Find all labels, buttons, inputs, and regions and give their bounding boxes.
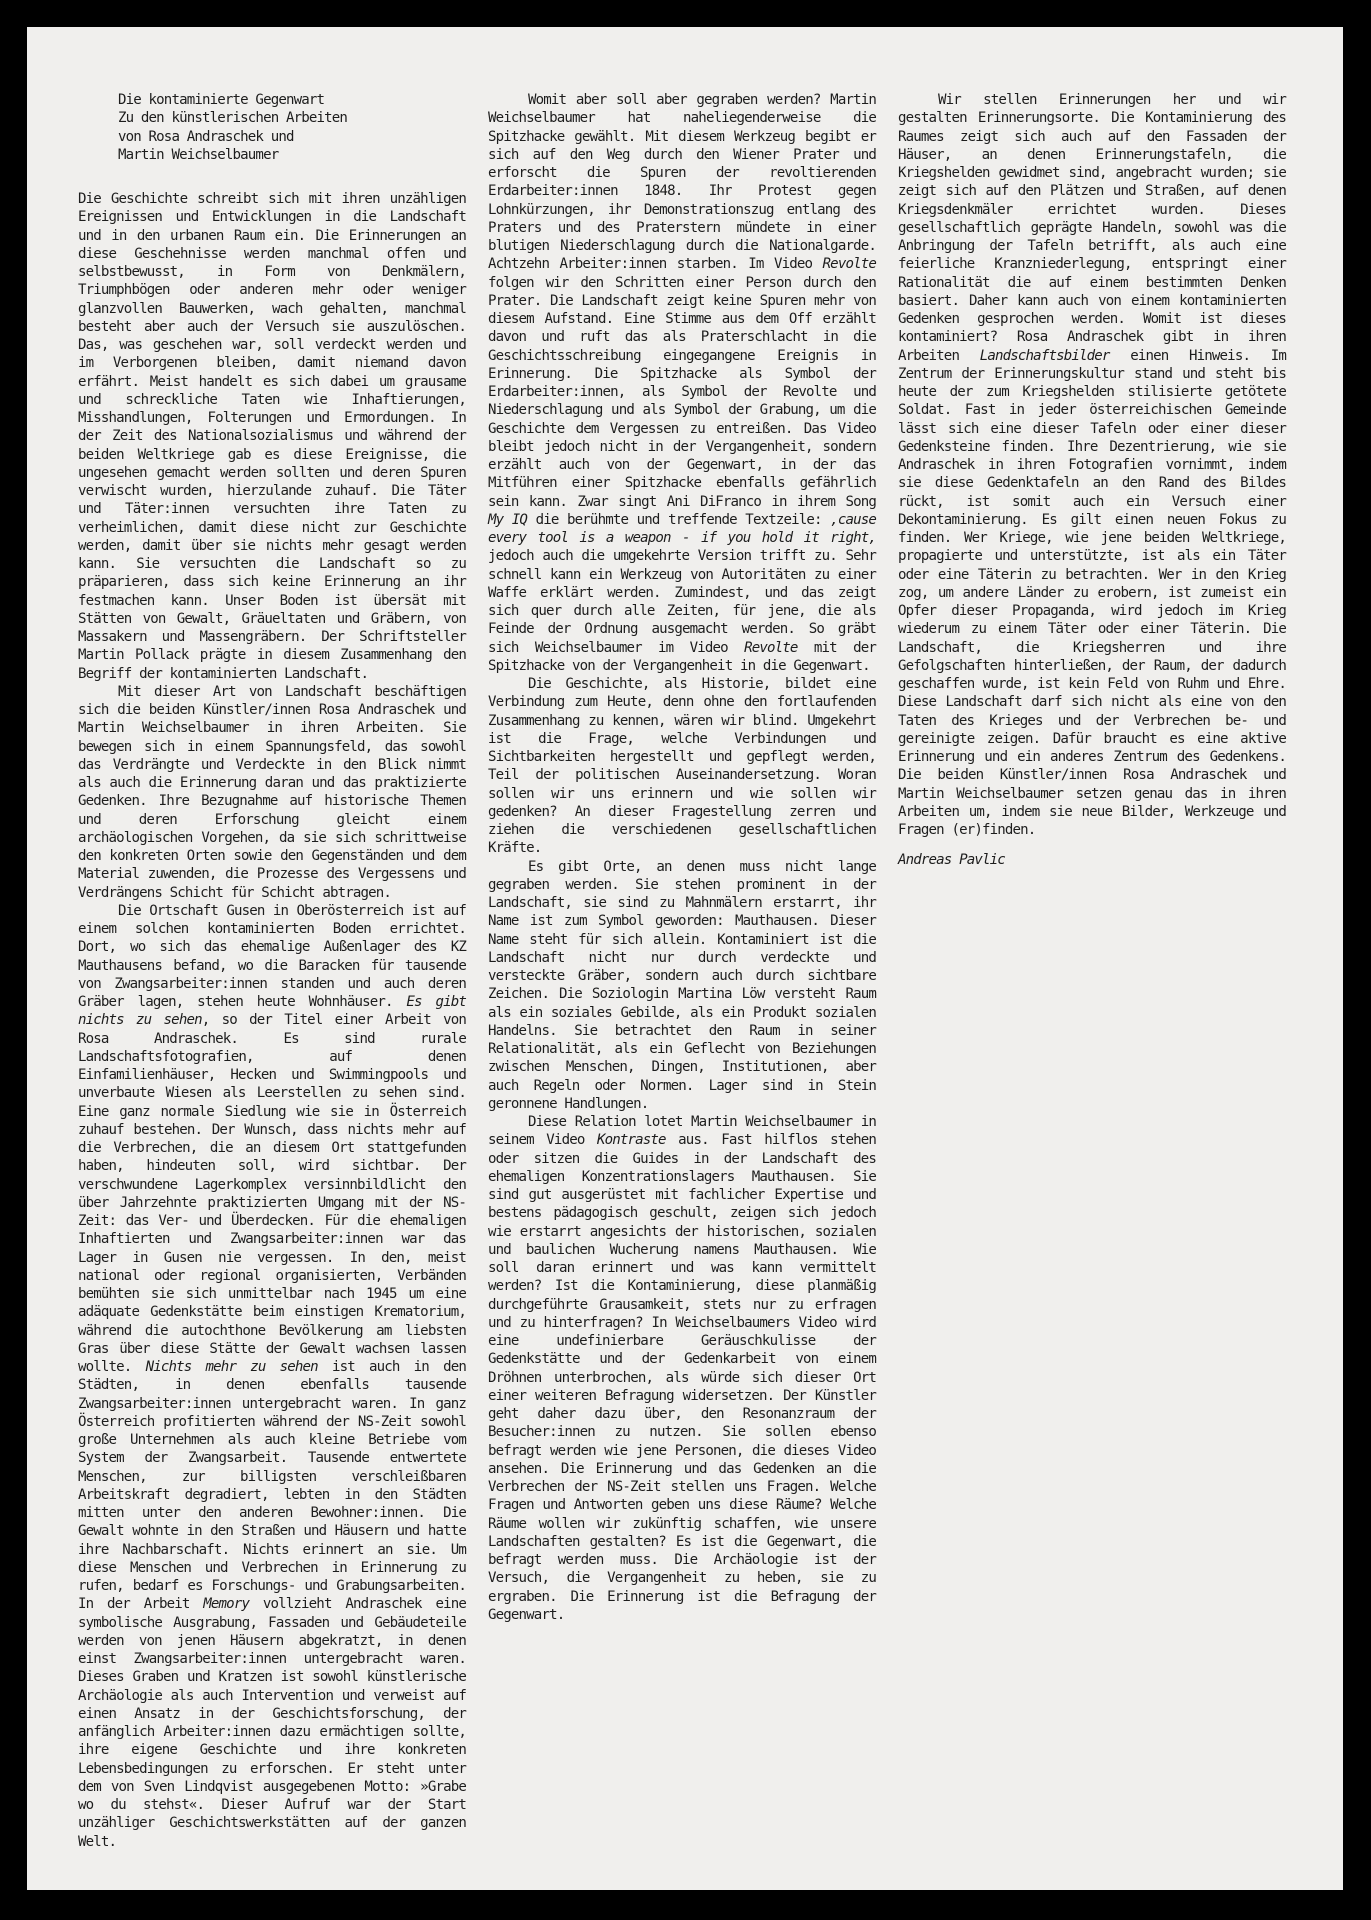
text-span: einen Hinweis. Im Zentrum der Erinnerungskultur stand und steht bis heute der zum Kriegshelden stilisierte getötete Soldat. Fast in jeder österreichischen Gemeinde lässt sich eine dieser Tafeln oder einer dieser Gedenksteine finden. Ihre Dezentrierung, wie sie Andraschek in ihren Fotografien vornimmt, indem sie diese Gedenktafeln an den Rand des Bildes rückt, ist somit auch ein Versuch einer Dekontaminierung. Es gilt einen neuen Fokus zu finden. Wer Kriege, wie jene beiden Weltkriege, propagierte und unterstützte, ist als ein Täter oder eine Täterin zu betrachten. Wer in den Krieg zog, um andere Länder zu erobern, ist zumeist ein Opfer dieser Propaganda, wird jedoch im Krieg wiederum zu einem Täter oder einer Täterin. Die Landschaft, die Kriegsherren und ihre Gefolgschaften hinterließen, der Raum, der dadurch geschaffen wurde, ist kein Feld von Ruhm und Ehre. Diese Landschaft darf sich nicht als eine von den Taten des Krieges und der Verbrechen be- und gereinigte zeigen. Dafür braucht es eine aktive Erinnerung und ein anderes Zentrum des Gedenkens. Die beiden Künstler/innen Rosa Andraschek und Martin Weichselbaumer setzen genau das in ihren Arbeiten um, indem sie neue Bilder, Werkzeuge und Fragen (er)finden. — [898, 347, 1287, 838]
text-span: Womit aber soll aber gegraben werden? Martin Weichselbaumer hat naheliegenderweise die Spitzhacke gewählt. Mit diesem Werkzeug begibt er sich auf den Weg durch den Wiener Prater und erforscht die Spuren der revoltierenden Erdarbeiter:innen 1848. Ihr Protest gegen Lohnkürzungen, ihr Demonstrationszug entlang des Praters und des Praterstern mündete in einer blutigen Niederschlagung durch die Nationalgarde. Achtzehn Arbeiter:innen starben. Im Video — [488, 92, 876, 273]
paragraph — [488, 1113, 876, 1624]
paragraph — [78, 902, 466, 1851]
text-column-1 — [78, 91, 466, 1851]
text-column-3 — [898, 91, 1286, 870]
text-span: aus. Fast hilflos stehen oder sitzen die Guides in der Landschaft des ehemaligen Konzentrationslagers Mauthausen. Sie sind gut ausgerüstet mit fachlicher Expertise und bestens pädagogisch geschult, zeigen sich jedoch wie erstarrt angesichts der historischen, sozialen und baulichen Wucherung namens Mauthausen. Wie soll daran erinnert und was kann vermittelt werden? Ist die Kontaminierung, diese planmäßig durchgeführte Grausamkeit, stets nur zu erfragen und zu hinterfragen? In Weichselbaumers Video wird eine undefinierbare Geräuschkulisse der Gedenkstätte und der Gedenkarbeit von einem Dröhnen unterbrochen, als würde sich dieser Ort einer weiteren Befragung widersetzen. Der Künstler geht daher dazu über, den Resonanzraum der Besucher:innen zu nutzen. Sie sollen ebenso befragt werden wie jene Personen, die dieses Video ansehen. Die Erinnerung und das Gedenken an die Verbrechen der NS-Zeit stellen uns Fragen. Welche Fragen und Antworten geben uns diese Räume? Welche Räume wollen wir zukünftig schaffen, wie unsere Landschaften gestalten? Es ist die Gegenwart, die befragt werden muss. Die Archäologie ist der Versuch, die Vergangenheit zu heben, sie zu ergraben. Die Erinnerung ist die Befragung der Gegenwart. — [488, 1132, 876, 1623]
paragraph — [488, 91, 876, 675]
work-title: Revolte — [822, 256, 876, 273]
text-span: , so der Titel einer Arbeit von Rosa Andraschek. Es sind rurale Landschaftsfotografien, auf denen Einfamilienhäuser, Hecken und Swimmingpools und unverbaute Wiesen als Leerstellen zu sehen sind. Eine ganz normale Siedlung wie sie in Österreich zuhauf bestehen. Der Wunsch, dass nichts mehr auf die Verbrechen, die an diesem Ort stattgefunden haben, hindeuten soll, wird sichtbar. Der verschwundene Lagerkomplex versinnbildlicht den über Jahrzehnte praktizierten Umgang mit der NS-Zeit: das Ver- und Überdecken. Für die ehemaligen Inhaftierten und Zwangsarbeiter:innen war das Lager in Gusen nie vergessen. In den, meist national oder regional organisierten, Verbänden bemühten sie sich unmittelbar nach 1945 um eine adäquate Gedenkstätte beim einstigen Krematorium, während die autochthone Bevölkerung am liebsten Gras über diese Stätte der Gewalt wachsen lassen wollte. — [78, 1012, 466, 1375]
paragraph — [898, 91, 1286, 839]
paragraph: Die Geschichte schreibt sich mit ihren unzähligen Ereignissen und Entwicklungen in die Landschaft und in den urbanen Raum ein. Die Erinnerungen an diese Geschehnisse werden manchmal offen und selbstbewusst, in Form von Denkmälern, Triumphbögen oder anderen mehr oder weniger glanzvollen Bauwerken, wach gehalten, manchmal besteht aber auch der Versuch sie auszulöschen. Das, was geschehen war, soll verdeckt werden und im Verborgenen bleiben, damit niemand davon erfährt. Meist handelt es sich dabei um grausame und schreckliche Taten wie Inhaftierungen, Misshandlungen, Folterungen und Ermordungen. In der Zeit des Nationalsozialismus und während der beiden Weltkriege gab es diese Ereignisse, die ungesehen gemacht werden sollten und deren Spuren verwischt wurden, hierzulande zuhauf. Die Täter und Täter:innen versuchten ihre Taten zu verheimlichen, damit diese nicht zur Geschichte werden, damit über sie nichts mehr gesagt werden kann. Sie versuchten die Landschaft so zu präparieren, dass sich keine Erinnerung an ihr festmachen kann. Unser Boden ist übersät mit Stätten von Gewalt, Gräueltaten und Gräbern, von Massakern und Massengräbern. Der Schriftsteller Martin Pollack prägte in diesem Zusammenhang den Begriff der kontaminierten Landschaft. — [78, 191, 466, 682]
text-span: Die Ortschaft Gusen in Oberösterreich ist auf einem solchen kontaminierten Boden errichtet. Dort, wo sich das ehemalige Außenlager des KZ Mauthausens befand, wo die Baracken für tausende von Zwangsarbeiter:innen standen und auch deren Gräber lagen, stehen heute Wohnhäuser. — [78, 902, 466, 1010]
text-span: Wir stellen Erinnerungen her und wir gestalten Erinnerungsorte. Die Kontaminierung des Raumes zeigt sich auch auf den Fassaden der Häuser, an denen Erinnerungstafeln, die Kriegshelden gewidmet sind, angebracht wurden; sie zeigt sich auf den Plätzen und Straßen, auf denen Kriegsdenkmäler errichtet wurden. Dieses gesellschaftlich geprägte Handeln, sowohl was die Anbringung der Tafeln betrifft, als auch eine feierliche Kranzniederlegung, entspringt einer Rationalität die auf einem bestimmten Denken basiert. Daher kann auch von einem kontaminierten Gedenken gesprochen werden. Womit ist dieses kontaminiert? Rosa Andraschek gibt in ihren Arbeiten — [898, 92, 1286, 364]
text-span: die berühmte und treffende Textzeile: — [527, 511, 831, 528]
author-signature: Andreas Pavlic — [898, 852, 1005, 869]
work-title: Revolte — [744, 639, 798, 656]
title-line: Martin Weichselbaumer — [118, 146, 279, 163]
text-span: mit der Spitzhacke von der Vergangenheit in die Gegenwart. — [488, 639, 876, 674]
work-title: Landschaftsbilder — [979, 347, 1110, 364]
paragraph: Es gibt Orte, an denen muss nicht lange gegraben werden. Sie stehen prominent in der Landschaft, sie sind zu Mahnmälern erstarrt, ihr Name ist zum Symbol geworden: Mauthausen. Dieser Name steht für sich allein. Kontaminiert ist die Landschaft nicht nur durch verdeckte und versteckte Gräber, sondern auch durch sichtbare Zeichen. Die Soziologin Martina Löw versteht Raum als ein soziales Gebilde, als ein Produkt sozialen Handelns. Sie betrachtet den Raum in seiner Relationalität, als ein Geflecht von Beziehungen zwischen Menschen, Dingen, Institutionen, aber auch Regeln oder Normen. Lager sind in Stein geronnene Handlungen. — [488, 858, 876, 1112]
title-line: Zu den künstlerischen Arbeiten — [118, 110, 348, 127]
text-span: vollzieht Andraschek eine symbolische Ausgrabung, Fassaden und Gebäudeteile werden von jenen Häusern abgekratzt, in denen einst Zwangsarbeiter:innen untergebracht waren. Dieses Graben und Kratzen ist sowohl künstlerische Archäologie als auch Intervention und verweist auf einen Ansatz in der Geschichtsforschung, der anfänglich Arbeiter:innen dazu ermächtigen sollte, ihre eigene Geschichte und ihre konkreten Lebensbedingungen zu erforschen. Er steht unter dem von Sven Lindqvist ausgegebenen Motto: »Grabe wo du stehst«. Dieser Aufruf war der Start unzähliger Geschichtswerkstätten auf der ganzen Welt. — [78, 1596, 466, 1850]
title-line: Die kontaminierte Gegenwart — [118, 92, 325, 108]
text-span: Diese Relation lotet Martin Weichselbaumer in seinem Video — [488, 1114, 876, 1149]
text-span: folgen wir den Schritten einer Person durch den Prater. Die Landschaft zeigt keine Spuren mehr von diesem Aufstand. Eine Stimme aus dem Off erzählt davon und ruft das als Praterschlacht in die Geschichtsschreibung eingegangene Ereignis in Erinnerung. Die Spitzhacke als Symbol der Erdarbeiter:innen, als Symbol der Revolte und Niederschlagung und als Symbol der Grabung, um die Geschichte dem Vergessen zu entreißen. Das Video bleibt jedoch nicht in der Vergangenheit, sondern erzählt auch von der Gegenwart, in der das Mitführen einer Spitzhacke ebenfalls gefährlich sein kann. Zwar singt Ani DiFranco in ihrem Song — [488, 274, 876, 510]
text-column-2 — [488, 91, 876, 1624]
song-title: My IQ — [488, 511, 528, 528]
article-title — [118, 91, 466, 164]
work-title: Es gibt nichts zu sehen — [78, 994, 466, 1029]
article-page — [27, 27, 1343, 1890]
work-title: Kontraste — [596, 1132, 666, 1149]
work-title: Nichts mehr zu sehen — [145, 1359, 318, 1375]
song-quote: ‚cause every tool is a weapon - if you hold it right, — [488, 511, 876, 546]
paragraph: Mit dieser Art von Landschaft beschäftigen sich die beiden Künstler/innen Rosa Andraschek und Martin Weichselbaumer in ihren Arbeiten. Sie bewegen sich in einem Spannungsfeld, das sowohl das Verdrängte und Verdeckte in den Blick nimmt als auch die Erinnerung daran und das praktizierte Gedenken. Ihre Bezugnahme auf historische Themen und deren Erforschung gleicht einem archäologischen Vorgehen, da sie sich schrittweise den konkreten Orten sowie den Gegenständen und dem Material zuwenden, die Prozesse des Vergessens und Verdrängens Schicht für Schicht abtragen. — [78, 683, 466, 901]
paragraph: Die Geschichte, als Historie, bildet eine Verbindung zum Heute, denn ohne den fortlaufenden Zusammenhang zu kennen, wären wir blind. Umgekehrt ist die Frage, welche Verbindungen und Sichtbarkeiten hergestellt und gepflegt werden, Teil der politischen Auseinandersetzung. Woran sollen wir uns erinnern und wie sollen wir gedenken? An dieser Fragestellung zerren und ziehen die verschiedenen gesellschaftlichen Kräfte. — [488, 676, 876, 857]
text-span: jedoch auch die umgekehrte Version trifft zu. Sehr schnell kann ein Werkzeug von Autoritäten zu einer Waffe erklärt werden. Zumindest, und das zeigt sich quer durch alle Zeiten, für jene, die als Feinde der Ordnung ausgemacht werden. So gräbt sich Weichselbaumer im Video — [488, 548, 876, 656]
text-span: ist auch in den Städten, in denen ebenfalls tausende Zwangsarbeiter:innen untergebracht waren. In ganz Österreich profitierten während der NS-Zeit sowohl große Unternehmen als auch kleine Betriebe vom System der Zwangsarbeit. Tausende entwertete Menschen, zur billigsten verschleißbaren Arbeitskraft degradiert, lebten in den Städten mitten unter den anderen Bewohner:innen. Die Gewalt wohnte in den Straßen und Häusern und hatte ihre Nachbarschaft. Nichts erinnert an sie. Um diese Menschen und Verbrechen in Erinnerung zu rufen, bedarf es Forschungs- und Grabungsarbeiten. In der Arbeit — [78, 1359, 466, 1613]
work-title: Memory — [203, 1596, 250, 1613]
title-line: von Rosa Andraschek und — [118, 128, 294, 145]
